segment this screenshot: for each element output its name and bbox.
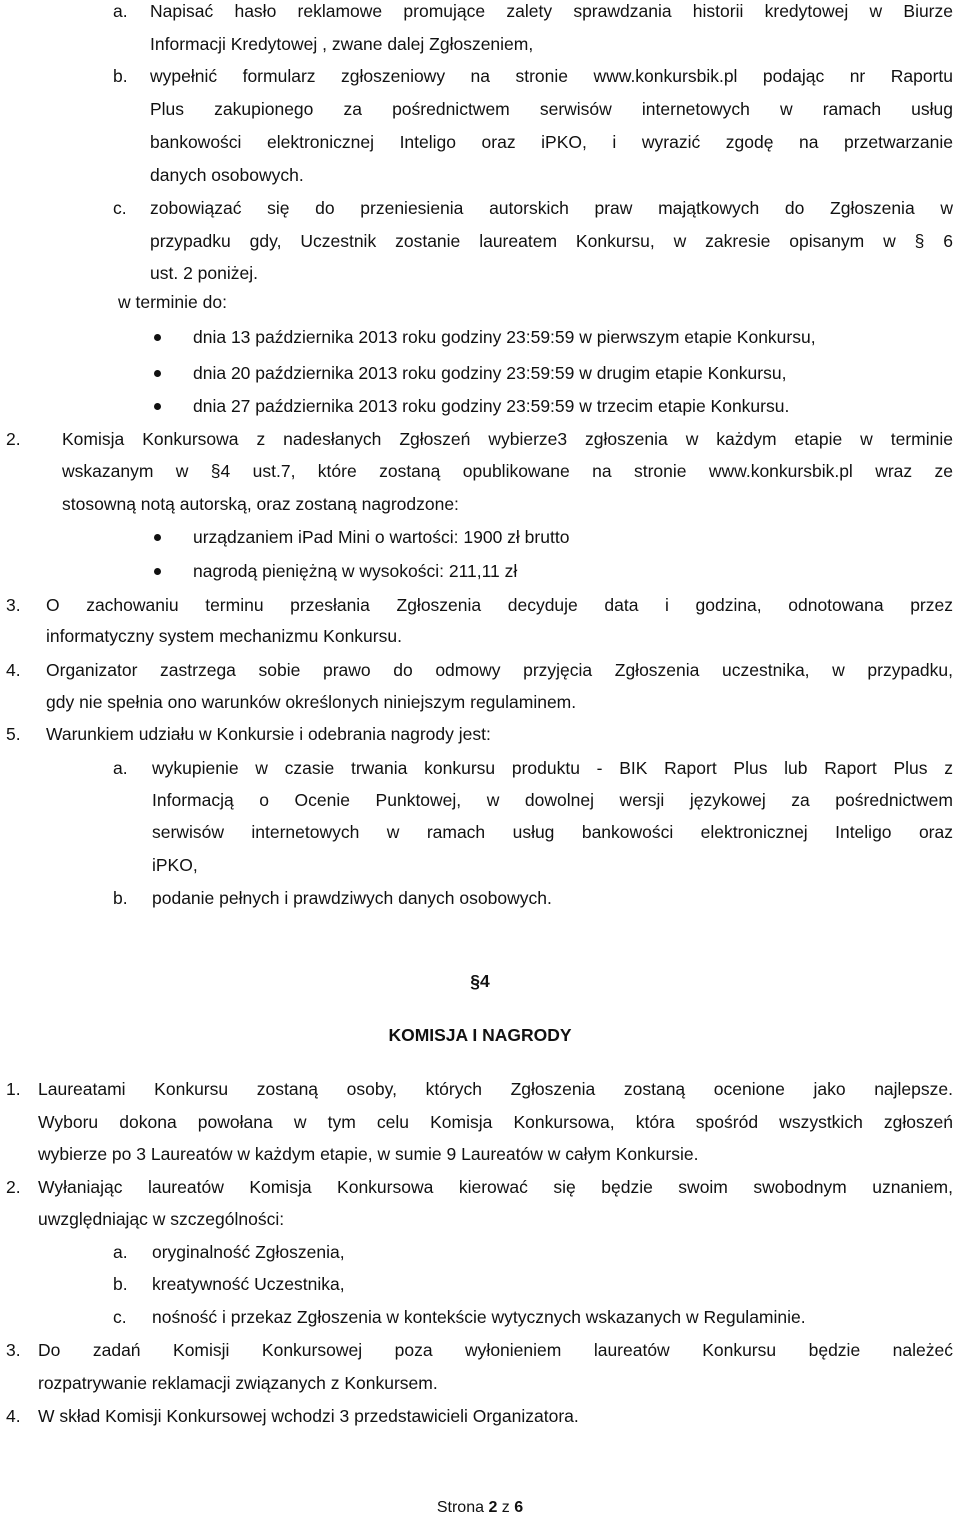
para-5-b-marker: b. [113,888,128,908]
para-4-line-2: gdy nie spełnia ono warunków określonych niniejszym regulaminem. [46,692,577,712]
s3-marker: 3. [6,1340,21,1360]
s2-item-text: nośność i przekaz Zgłoszenia w kontekście wytycznych wskazanych w Regulaminie. [152,1307,806,1327]
section-number: §4 [470,971,490,991]
para-3-marker: 3. [6,595,21,615]
item-b-line-3: bankowości elektronicznej Inteligo oraz iPKO, i wyrazić zgodę na przetwarzanie [150,132,953,152]
s1-marker: 1. [6,1079,21,1099]
para-4-line-1: Organizator zastrzega sobie prawo do odmowy przyjęcia Zgłoszenia uczestnika, w przypadku, [46,660,953,680]
para-5-marker: 5. [6,724,21,744]
para-5-a-line-2: Informacją o Ocenie Punktowej, w dowolnej wersji językowej za pośrednictwem [152,790,953,810]
item-c-line-1: zobowiązać się do przeniesienia autorskich praw majątkowych do Zgłoszenia w [150,198,953,218]
deadline-item: dnia 27 października 2013 roku godziny 23:59:59 w trzecim etapie Konkursu. [193,396,790,416]
s3-line-1: Do zadań Komisji Konkursowej poza wyłonieniem laureatów Konkursu będzie należeć [38,1340,953,1360]
para-2-line-3: stosowną notą autorską, oraz zostaną nagrodzone: [62,494,459,514]
s2-line-2: uwzględniając w szczególności: [38,1209,285,1229]
deadline-item: dnia 20 października 2013 roku godziny 23:59:59 w drugim etapie Konkursu, [193,363,787,383]
item-b-line-1: wypełnić formularz zgłoszeniowy na stronie www.konkursbik.pl podając nr Raportu [150,66,953,86]
para-5-b-line-1: podanie pełnych i prawdziwych danych osobowych. [152,888,552,908]
prize-item: urządzaniem iPad Mini o wartości: 1900 zł brutto [193,527,570,547]
deadline-item: dnia 13 października 2013 roku godziny 23:59:59 w pierwszym etapie Konkursu, [193,327,816,347]
item-a-line-2: Informacji Kredytowej , zwane dalej Zgłoszeniem, [150,34,534,54]
item-b-line-2: Plus zakupionego za pośrednictwem serwisów internetowych w ramach usług [150,99,953,119]
para-5-a-line-3: serwisów internetowych w ramach usług bankowości elektronicznej Inteligo oraz [152,822,953,842]
item-b-line-4: danych osobowych. [150,165,304,185]
s2-item-text: oryginalność Zgłoszenia, [152,1242,345,1262]
para-2-line-2: wskazanym w §4 ust.7, które zostaną opublikowane na stronie www.konkursbik.pl wraz ze [62,461,953,481]
deadline-intro: w terminie do: [118,292,227,312]
footer-label: Strona [436,1499,484,1516]
footer-page-total: 6 [514,1499,524,1516]
item-c-line-3: ust. 2 poniżej. [150,263,258,283]
page-footer [0,1498,960,1518]
s1-line-2: Wyboru dokona powołana w tym celu Komisja Konkursowa, która spośród wszystkich zgłoszeń [38,1112,953,1132]
para-5-line-1: Warunkiem udziału w Konkursie i odebrania nagrody jest: [46,724,491,744]
s1-line-3: wybierze po 3 Laureatów w każdym etapie, w sumie 9 Laureatów w całym Konkursie. [38,1144,699,1164]
item-a-line-1: Napisać hasło reklamowe promujące zalety sprawdzania historii kredytowej w Biurze [150,1,953,21]
para-5-a-marker: a. [113,758,128,778]
item-c-line-2: przypadku gdy, Uczestnik zostanie laureatem Konkursu, w zakresie opisanym w § 6 [150,231,953,251]
s2-item-marker: b. [113,1274,128,1294]
s3-line-2: rozpatrywanie reklamacji związanych z Konkursem. [38,1373,438,1393]
s2-line-1: Wyłaniając laureatów Komisja Konkursowa kierować się będzie swoim swobodnym uznaniem, [38,1177,953,1197]
para-2-marker: 2. [6,429,21,449]
para-5-a-line-1: wykupienie w czasie trwania konkursu produktu - BIK Raport Plus lub Raport Plus z [152,758,953,778]
para-3-line-2: informatyczny system mechanizmu Konkursu. [46,626,402,646]
s2-marker: 2. [6,1177,21,1197]
para-2-line-1: Komisja Konkursowa z nadesłanych Zgłoszeń wybierze3 zgłoszenia w każdym etapie w terminie [62,429,953,449]
para-4-marker: 4. [6,660,21,680]
list-marker-b: b. [113,66,128,86]
s2-item-marker: c. [113,1307,127,1327]
prize-item: nagrodą pieniężną w wysokości: 211,11 zł [193,561,518,581]
list-marker-c: c. [113,198,127,218]
para-5-a-line-4: iPKO, [152,855,198,875]
s4-marker: 4. [6,1406,21,1426]
footer-separator: z [501,1499,510,1516]
para-3-line-1: O zachowaniu terminu przesłania Zgłoszenia decyduje data i godzina, odnotowana przez [46,595,953,615]
s2-item-marker: a. [113,1242,128,1262]
section-title: KOMISJA I NAGRODY [388,1025,572,1045]
footer-page-number: 2 [488,1499,498,1516]
s1-line-1: Laureatami Konkursu zostaną osoby, których Zgłoszenia zostaną ocenione jako najlepsze. [38,1079,953,1099]
s4-line-1: W skład Komisji Konkursowej wchodzi 3 przedstawicieli Organizatora. [38,1406,579,1426]
list-marker-a: a. [113,1,128,21]
s2-item-text: kreatywność Uczestnika, [152,1274,345,1294]
